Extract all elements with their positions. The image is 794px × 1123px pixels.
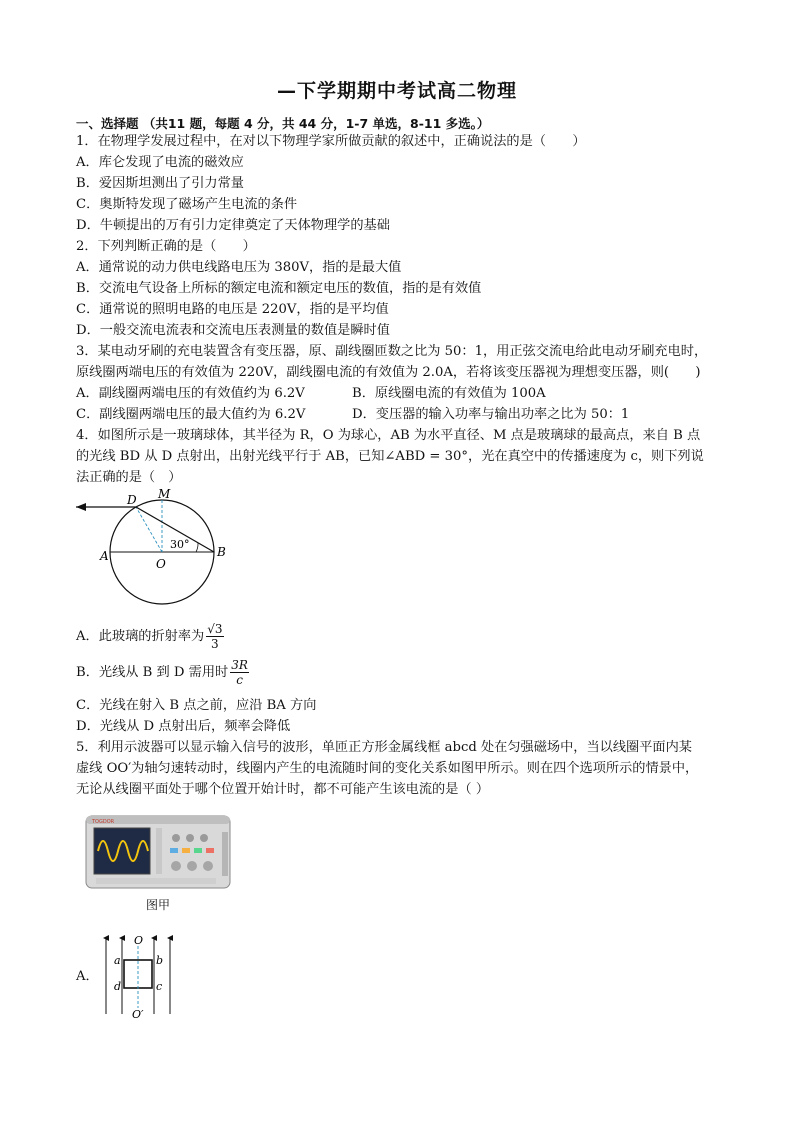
scope-base	[96, 878, 216, 884]
q4-option-b	[76, 656, 249, 690]
label-d: d	[114, 980, 122, 993]
label-o-prime: O′	[132, 1008, 144, 1018]
label-b: B	[217, 545, 226, 559]
label-a: a	[114, 954, 121, 967]
button	[170, 848, 178, 853]
q4-option-c: C．光线在射入 B 点之前，应沿 BA 方向	[76, 698, 317, 713]
q5-stem-line2: 虚线 OO′为轴匀速转动时，线圈内产生的电流随时间的变化关系如图甲所示。则在四个选项所示的情景中，	[76, 761, 699, 776]
label-m: M	[158, 488, 171, 501]
fraction-denominator: c	[236, 673, 243, 687]
radius-od	[136, 507, 162, 552]
knob	[171, 861, 181, 871]
q1-option-d: D．牛顿提出的万有引力定律奠定了天体物理学的基础	[76, 218, 390, 233]
scope-screen	[94, 828, 150, 874]
q4-stem-line1: 4．如图所示是一玻璃球体，其半径为 R，O 为球心，AB 为水平直径、M 点是玻璃球的最高点，来自 B 点	[76, 428, 701, 443]
label-o: O	[134, 934, 144, 947]
scope-brand: TOGDOR	[92, 819, 115, 825]
q1-option-b: B．爱因斯坦测出了引力常量	[76, 176, 244, 191]
scope-handle	[222, 832, 228, 876]
arrow-head	[76, 503, 86, 511]
q2-option-d: D．一般交流电流表和交流电压表测量的数值是瞬时值	[76, 323, 390, 338]
q4-option-a-text: A．此玻璃的折射率为	[76, 629, 205, 644]
scope-side-buttons	[156, 828, 162, 874]
button	[206, 848, 214, 853]
knob	[200, 834, 208, 842]
fraction-numerator: 3R	[231, 658, 248, 672]
q4-option-a	[76, 620, 224, 654]
q1-option-c: C．奥斯特发现了磁场产生电流的条件	[76, 197, 298, 212]
q5-stem-line3: 无论从线圈平面处于哪个位置开始计时，都不可能产生该电流的是（ ）	[76, 782, 490, 797]
knob	[186, 834, 194, 842]
q2-option-c: C．通常说的照明电路的电压是 220V，指的是平均值	[76, 302, 389, 317]
q4-stem-line3: 法正确的是（ ）	[76, 470, 182, 485]
q3-option-b: B．原线圈电流的有效值为 100A	[352, 386, 546, 401]
button	[194, 848, 202, 853]
label-d: D	[127, 493, 137, 507]
q3-stem-line1: 3．某电动牙刷的充电装置含有变压器，原、副线圈匝数之比为 50：1，用正弦交流电给此电动牙刷充电时，	[76, 344, 708, 359]
q3-option-a: A．副线圈两端电压的有效值约为 6.2V	[76, 386, 305, 401]
label-b: b	[156, 954, 164, 967]
label-c: c	[156, 980, 163, 993]
q3-option-d: D．变压器的输入功率与输出功率之比为 50：1	[352, 407, 630, 422]
figure-caption: 图甲	[146, 898, 171, 912]
glass-sphere-diagram	[70, 488, 240, 614]
coil-diagram-a	[98, 932, 178, 1018]
section-heading: 一、选择题 （共11 题，每题 4 分，共 44 分，1-7 单选，8-11 多选。）	[76, 116, 490, 131]
angle-arc	[196, 543, 198, 552]
q2-option-a: A．通常说的动力供电线路电压为 380V，指的是最大值	[76, 260, 402, 275]
knob	[203, 861, 213, 871]
label-o: O	[156, 557, 166, 571]
knob	[172, 834, 180, 842]
fraction-numerator: √3	[207, 622, 223, 636]
q4-stem-line2: 的光线 BD 从 D 点射出，出射光线平行于 AB，已知∠ABD = 30°，光在真空中的传播速度为 c，则下列说	[76, 449, 704, 464]
button	[182, 848, 190, 853]
q4-option-b-text: B．光线从 B 到 D 需用时	[76, 665, 229, 680]
label-angle: 30°	[170, 538, 190, 551]
q2-option-b: B．交流电气设备上所标的额定电流和额定电压的数值，指的是有效值	[76, 281, 482, 296]
q4-option-a-fraction	[206, 622, 223, 651]
q1-stem: 1．在物理学发展过程中，在对以下物理学家所做贡献的叙述中，正确说法的是（ ）	[76, 134, 586, 149]
q1-option-a: A．库仑发现了电流的磁效应	[76, 155, 244, 170]
label-a: A	[100, 549, 109, 563]
q3-option-c: C．副线圈两端电压的最大值约为 6.2V	[76, 407, 306, 422]
q3-stem-line2: 原线圈两端电压的有效值为 220V，副线圈电流的有效值为 2.0A，若将该变压器视为理想变压器，则( )	[76, 365, 701, 380]
q5-option-a-label: A．	[76, 969, 99, 984]
oscilloscope-image	[84, 814, 232, 892]
knob	[187, 861, 197, 871]
fraction-denominator: 3	[211, 637, 219, 651]
q2-stem: 2．下列判断正确的是（ ）	[76, 239, 256, 254]
page-title: —下学期期中考试高二物理	[276, 80, 517, 102]
q4-option-d: D．光线从 D 点射出后，频率会降低	[76, 719, 291, 734]
q5-stem-line1: 5．利用示波器可以显示输入信号的波形，单匝正方形金属线框 abcd 处在匀强磁场中，当以线圈平面内某	[76, 740, 692, 755]
q4-option-b-fraction	[230, 658, 249, 687]
